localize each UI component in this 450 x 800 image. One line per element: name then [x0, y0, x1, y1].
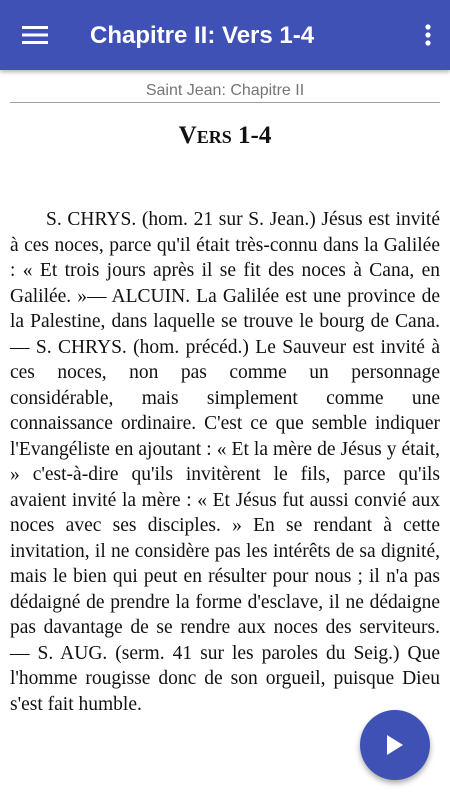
app-toolbar	[0, 0, 450, 70]
section-title: Vers 1-4	[178, 122, 272, 149]
hamburger-menu-icon	[22, 25, 48, 45]
reading-content[interactable]	[0, 70, 450, 800]
header-divider	[10, 102, 440, 103]
menu-button[interactable]	[14, 17, 56, 53]
breadcrumb: Saint Jean: Chapitre II	[145, 82, 305, 99]
commentary-paragraph: S. CHRYS. (hom. 21 sur S. Jean.) Jésus est invité à ces noces, parce qu'il était très-connu dans la Galilée : « Et trois jours après il se fit des noces à Cana, en Galilée. »— ALCUIN. La Galilée est une province de la Palestine, dans laquelle se trouve le bourg de Cana. — S. CHRYS. (hom. précéd.) Le Sauveur est invité à ces noces, non pas comme un personnage considérable, mais simplement comme une connaissance ordinaire. C'est ce que semble indiquer l'Evangéliste en ajoutant : « Et la mère de Jésus y était, » c'est-à-dire qu'ils invitèrent le fils, parce qu'ils avaient invité la mère : « Et Jésus fut aussi convié aux noces avec ses disciples. » En se rendant à cette invitation, il ne considère pas les intérêts de sa dignité, mais le bien qui peut en résulter pour nous ; il n'a pas dédaigné de prendre la forme d'esclave, il ne dédaigne pas davantage de se rendre aux noces des serviteurs. — S. AUG. (serm. 41 sur les paroles du Seig.) Que l'homme rougisse donc de son orgueil, puisque Dieu s'est fait humble.	[10, 209, 440, 715]
overflow-menu-button[interactable]	[414, 17, 442, 53]
more-vert-icon	[425, 24, 431, 46]
play-button[interactable]	[360, 710, 430, 780]
page-title: Chapitre II: Vers 1-4	[90, 22, 315, 49]
play-icon	[384, 733, 406, 757]
